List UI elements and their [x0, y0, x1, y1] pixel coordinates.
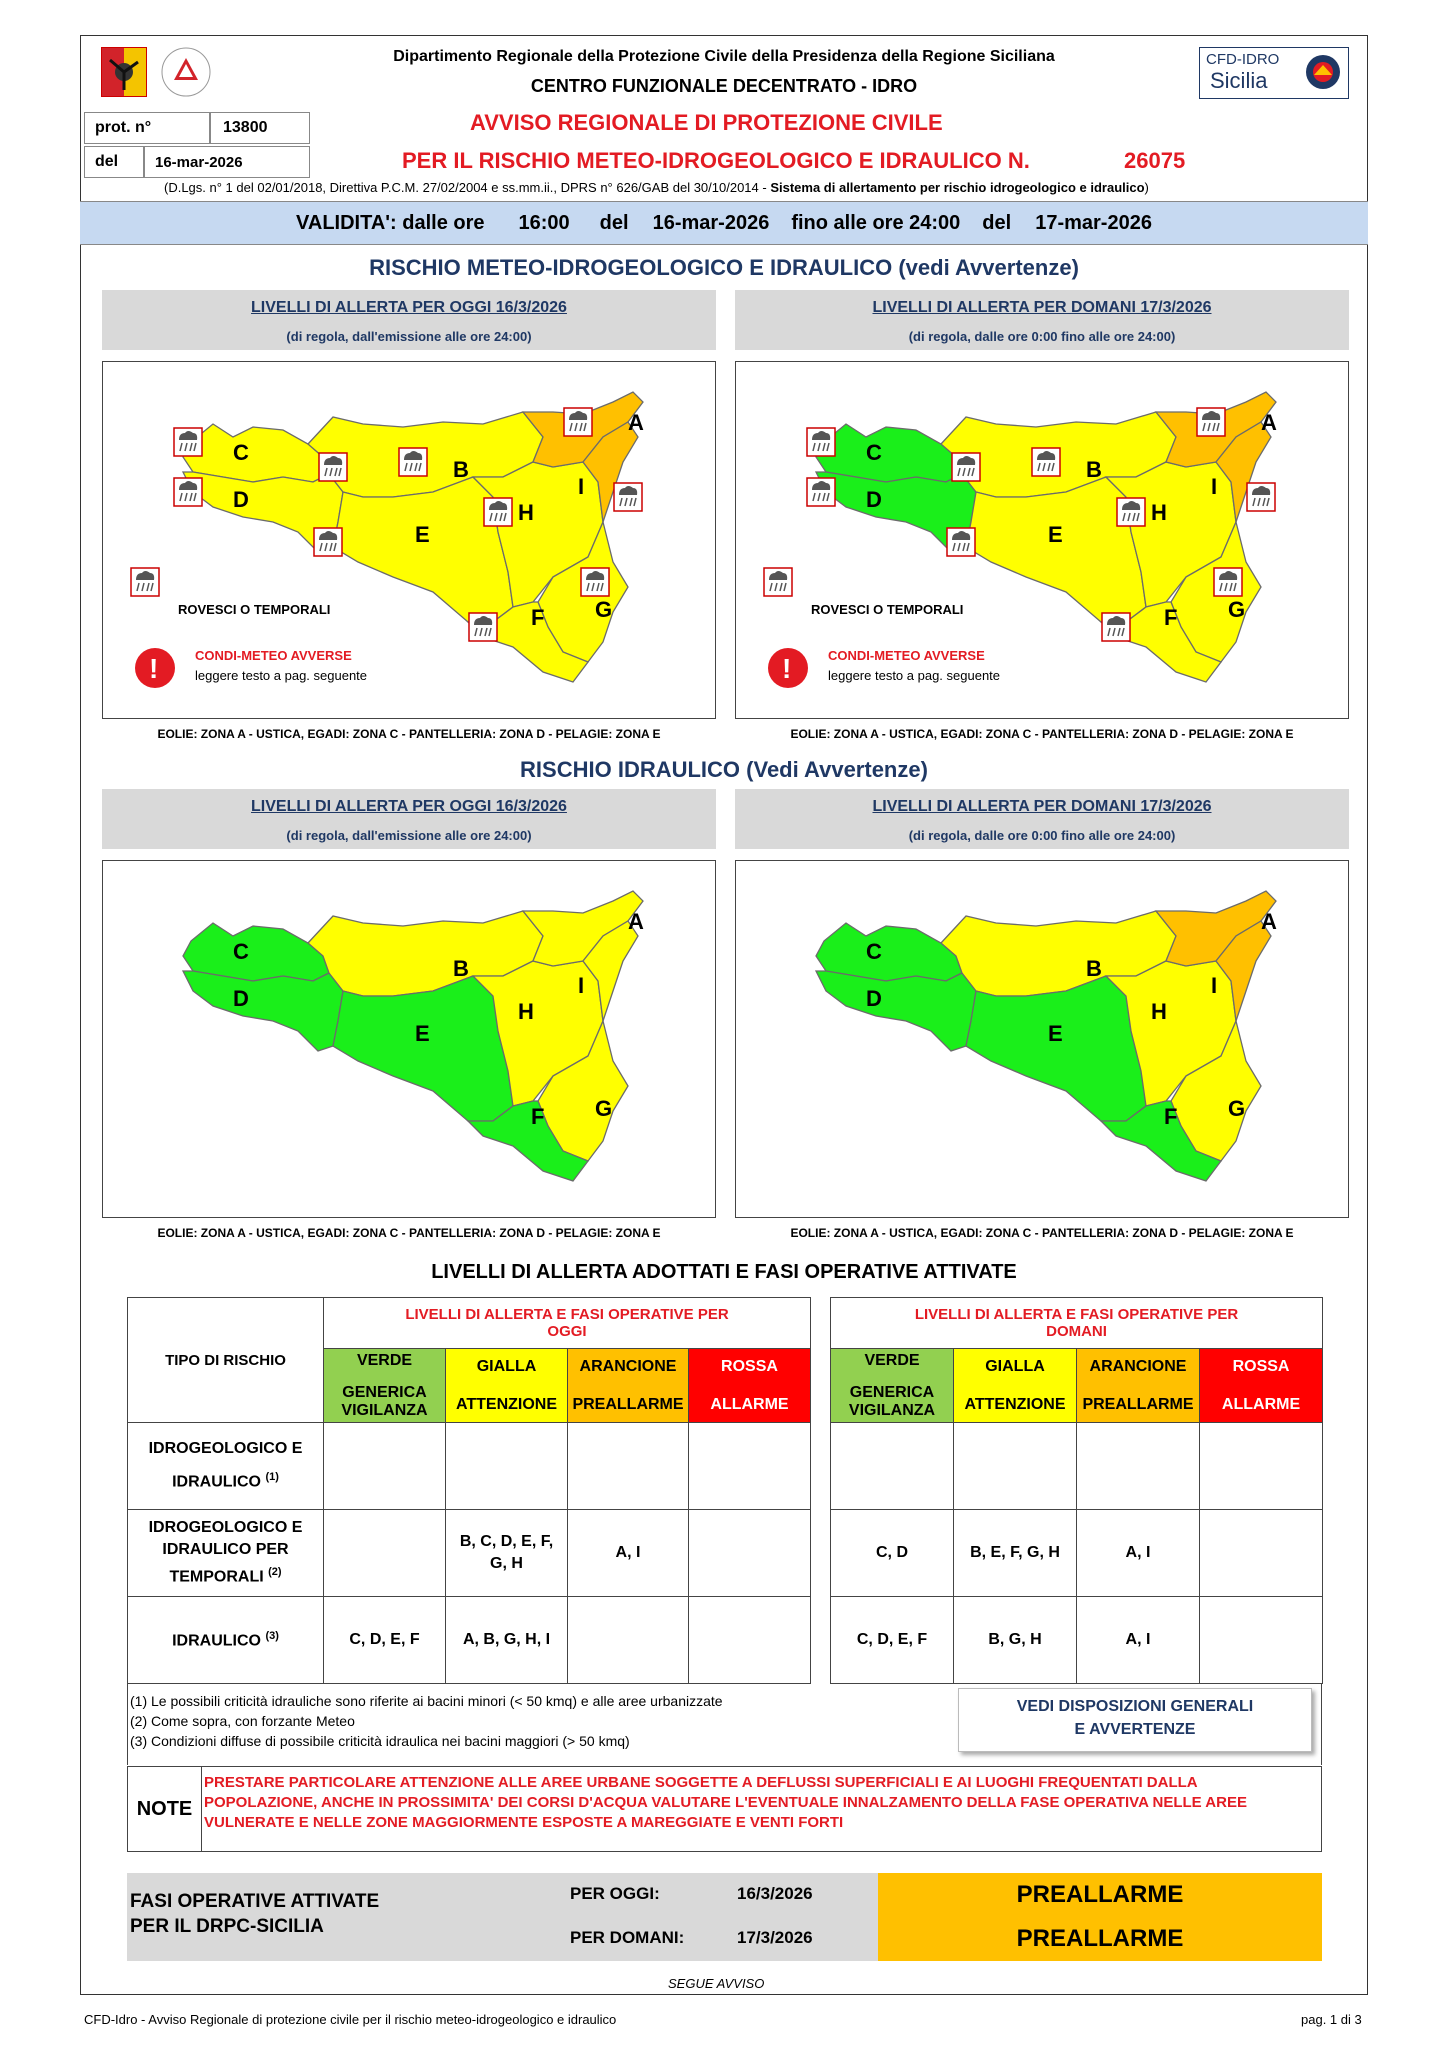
level-phase: GENERICA VIGILANZA [848, 1383, 936, 1419]
cell: A, B, G, H, I [446, 1597, 568, 1684]
cell: B, C, D, E, F, G, H [446, 1510, 568, 1597]
hydro-today-header [102, 789, 716, 849]
storm-icon [131, 568, 159, 596]
validity-to-date: 17-mar-2026 [1035, 211, 1152, 234]
legend-warn-title: CONDI-METEO AVVERSE [828, 648, 985, 663]
storm-icon [1102, 613, 1130, 641]
note-box [127, 1766, 1322, 1852]
zone-label-b: B [453, 457, 469, 482]
level-verde-today [324, 1349, 446, 1423]
storm-icon [564, 408, 592, 436]
zone-label-c: C [233, 440, 249, 465]
hydro-tomorrow-title: LIVELLI DI ALLERTA PER DOMANI 17/3/2026 [872, 798, 1212, 815]
cell [446, 1423, 568, 1510]
zone-label-g: G [595, 597, 613, 622]
storm-icon [764, 568, 792, 596]
footer-right: pag. 1 di 3 [1301, 2012, 1362, 2027]
zone-label-f: F [1164, 605, 1178, 630]
map-legend [768, 602, 1000, 688]
zone-label-a: A [1261, 909, 1277, 934]
zone-label-b: B [1086, 956, 1102, 981]
cell: C, D, E, F [324, 1597, 446, 1684]
storm-icon [952, 453, 980, 481]
center-name: CENTRO FUNZIONALE DECENTRATO - IDRO [530, 76, 918, 96]
validity-from-date: 16-mar-2026 [652, 211, 770, 234]
level-arancione-tomorrow [1077, 1349, 1200, 1423]
level-phase: ATTENZIONE [455, 1395, 558, 1413]
map-hydro-tomorrow [735, 860, 1349, 1218]
row-label-temporali: IDROGEOLOGICO E IDRAULICO PER TEMPORALI $^{(2)}$ [128, 1510, 324, 1597]
footnote-1: (1) Le possibili criticità idrauliche sono riferite ai bacini minori (< 50 kmq) e alle aree urbanizzate [130, 1693, 723, 1709]
legend-warn-sub: leggere testo a pag. seguente [828, 668, 1001, 683]
cell: A, I [1077, 1510, 1200, 1597]
cell: B, E, F, G, H [954, 1510, 1077, 1597]
fasi-today-label: PER OGGI: [570, 1884, 660, 1903]
zone-label-d: D [233, 986, 249, 1011]
legal-close: ) [1144, 180, 1149, 195]
validity-label: VALIDITA': dalle ore [296, 211, 485, 234]
fasi-tomorrow-date: 17/3/2026 [737, 1928, 813, 1947]
zone-label-e: E [415, 522, 430, 547]
zone-d-area [183, 971, 343, 1051]
legend-warn-title: CONDI-METEO AVVERSE [195, 648, 352, 663]
zone-label-b: B [1086, 457, 1102, 482]
level-name: ROSSA [1232, 1357, 1290, 1375]
zone-label-g: G [595, 1096, 613, 1121]
storm-icon [469, 613, 497, 641]
zone-e-area [966, 976, 1146, 1121]
zone-label-e: E [1048, 522, 1063, 547]
level-rossa-tomorrow [1200, 1349, 1323, 1423]
zone-label-a: A [628, 410, 644, 435]
storm-icon [1032, 448, 1060, 476]
cell: C, D [831, 1510, 954, 1597]
hydro-today-title: LIVELLI DI ALLERTA PER OGGI 16/3/2026 [251, 798, 567, 815]
zone-label-e: E [415, 1021, 430, 1046]
cell [1200, 1423, 1323, 1510]
storm-icon [614, 483, 642, 511]
warning-mark: ! [149, 653, 159, 684]
zone-label-f: F [531, 1104, 545, 1129]
zone-label-a: A [1261, 410, 1277, 435]
del-label: del [84, 146, 144, 178]
cell [324, 1423, 446, 1510]
storm-icon [174, 428, 202, 456]
zones-note-hydro-tomorrow: EOLIE: ZONA A - USTICA, EGADI: ZONA C - PANTELLERIA: ZONA D - PELAGIE: ZONA E [790, 1226, 1294, 1240]
see-dispositions-button[interactable] [958, 1688, 1312, 1752]
map-legend [135, 602, 367, 688]
level-verde-tomorrow [831, 1349, 954, 1423]
level-phase: PREALLARME [1082, 1395, 1194, 1413]
level-phase: PREALLARME [572, 1395, 684, 1413]
department-name: Dipartimento Regionale della Protezione Civile della Presidenza della Regione Siciliana [393, 48, 1055, 65]
zone-c-area [183, 424, 329, 482]
validity-del1: del [599, 211, 629, 234]
zone-label-h: H [518, 500, 534, 525]
level-name: ARANCIONE [1089, 1357, 1187, 1375]
footer-left: CFD-Idro - Avviso Regionale di protezione civile per il rischio meteo-idrogeologico e idraulico [84, 2012, 617, 2027]
tipo-header: TIPO DI RISCHIO [128, 1298, 324, 1423]
fasi-today-phase: PREALLARME [1016, 1881, 1184, 1908]
cfd-idro-logo [1199, 47, 1349, 99]
footnote-2: (2) Come sopra, con forzante Meteo [130, 1713, 355, 1729]
legend-warn-sub: leggere testo a pag. seguente [195, 668, 368, 683]
fasi-operative-bar [127, 1873, 1322, 1961]
meteo-tomorrow-header [735, 290, 1349, 350]
storm-icon [484, 498, 512, 526]
level-phase: GENERICA VIGILANZA [341, 1383, 428, 1419]
meteo-today-title: LIVELLI DI ALLERTA PER OGGI 16/3/2026 [251, 299, 567, 316]
zone-label-h: H [518, 999, 534, 1024]
legal-bold: Sistema di allertamento per rischio idrogeologico e idraulico [770, 180, 1145, 195]
hydro-tomorrow-header [735, 789, 1349, 849]
storm-icon [319, 453, 347, 481]
fasi-label1: FASI OPERATIVE ATTIVATE [130, 1891, 380, 1912]
meteo-tomorrow-title: LIVELLI DI ALLERTA PER DOMANI 17/3/2026 [872, 299, 1212, 316]
storm-icon [581, 568, 609, 596]
zone-label-d: D [866, 986, 882, 1011]
fasi-phase-box [878, 1873, 1322, 1961]
meteo-tomorrow-sub: (di regola, dalle ore 0:00 fino alle ore 24:00) [908, 329, 1176, 344]
zone-label-d: D [866, 487, 882, 512]
zone-label-g: G [1228, 597, 1246, 622]
fasi-label2: PER IL DRPC-SICILIA [130, 1916, 324, 1937]
cell [831, 1423, 954, 1510]
map-hydro-today [102, 860, 716, 1218]
storm-icon [807, 428, 835, 456]
validity-until: fino alle ore 24:00 [791, 211, 961, 234]
zones-note-meteo-tomorrow: EOLIE: ZONA A - USTICA, EGADI: ZONA C - PANTELLERIA: ZONA D - PELAGIE: ZONA E [790, 727, 1294, 741]
section2-title: RISCHIO IDRAULICO (Vedi Avvertenze) [520, 757, 928, 782]
level-gialla-tomorrow [954, 1349, 1077, 1423]
cell [324, 1510, 446, 1597]
legal-plain: (D.Lgs. n° 1 del 02/01/2018, Direttiva P.C.M. 27/02/2004 e ss.mm.ii., DPRS n° 626/GAB del 30/10/2014 - [164, 180, 771, 195]
zone-label-h: H [1151, 999, 1167, 1024]
zone-c-area [183, 923, 329, 981]
zones-note-hydro-today: EOLIE: ZONA A - USTICA, EGADI: ZONA C - PANTELLERIA: ZONA D - PELAGIE: ZONA E [157, 1226, 661, 1240]
hydro-today-sub: (di regola, dall'emissione alle ore 24:00) [286, 828, 532, 843]
cell [568, 1423, 689, 1510]
zone-c-area [816, 923, 962, 981]
cell [568, 1597, 689, 1684]
storm-icon [174, 478, 202, 506]
see-button-line2: E AVVERTENZE [1074, 1721, 1196, 1738]
note-text: PRESTARE PARTICOLARE ATTENZIONE ALLE AREE URBANE SOGGETTE A DEFLUSSI SUPERFICIALI E AI LUOGHI FREQUENTATI DALLA POPOLAZIONE, ANCHE IN PROSSIMITA' DEI CORSI D'ACQUA VALUTARE L'EVENTUALE INNALZAMENTO DELLA FASE OPERATIVA NELLE AREE VULNERATE E NELLE ZONE MAGGIORMENTE ESPOSTE A MAREGGIATE E VENTI FORTI [204, 1774, 1247, 1831]
zone-d-area [816, 971, 976, 1051]
map-meteo-tomorrow [735, 361, 1349, 719]
prot-label: prot. n° [84, 112, 210, 144]
today-levels-header: LIVELLI DI ALLERTA E FASI OPERATIVE PER OGGI [324, 1298, 811, 1349]
cell: A, I [1077, 1597, 1200, 1684]
notice-title2: PER IL RISCHIO METEO-IDROGEOLOGICO E IDRAULICO N. [402, 148, 1030, 173]
level-name: VERDE [864, 1351, 920, 1369]
segue-avviso: SEGUE AVVISO [668, 1976, 765, 1991]
level-gialla-today [446, 1349, 568, 1423]
zone-label-c: C [233, 939, 249, 964]
level-phase: ALLARME [1221, 1395, 1301, 1413]
fasi-tomorrow-label: PER DOMANI: [570, 1928, 685, 1947]
cell [1200, 1597, 1323, 1684]
zone-label-e: E [1048, 1021, 1063, 1046]
footnote-3: (3) Condizioni diffuse di possibile criticità idraulica nei bacini maggiori (> 50 kmq) [130, 1733, 630, 1749]
cell [689, 1423, 811, 1510]
levels-table-tomorrow [830, 1297, 1323, 1684]
cell: A, I [568, 1510, 689, 1597]
level-name: GIALLA [985, 1357, 1045, 1375]
cfd-logo-line1: CFD-IDRO [1206, 51, 1280, 68]
cfd-logo-line2: Sicilia [1210, 68, 1268, 93]
notice-title1: AVVISO REGIONALE DI PROTEZIONE CIVILE [470, 110, 943, 135]
del-value: 16-mar-2026 [144, 146, 310, 178]
cell: B, G, H [954, 1597, 1077, 1684]
row-label-idrogeo: IDROGEOLOGICO E IDRAULICO $^{(1)}$ [128, 1423, 324, 1510]
storm-icon [1214, 568, 1242, 596]
level-name: VERDE [356, 1351, 413, 1369]
storm-icon [1197, 408, 1225, 436]
meteo-today-sub: (di regola, dall'emissione alle ore 24:00) [286, 329, 532, 344]
storm-icon [314, 528, 342, 556]
map-meteo-today [102, 361, 716, 719]
zone-label-c: C [866, 440, 882, 465]
warning-mark: ! [782, 653, 792, 684]
fasi-today-date: 16/3/2026 [737, 1884, 813, 1903]
storm-icon [1247, 483, 1275, 511]
level-rossa-today [689, 1349, 811, 1423]
zone-label-i: I [578, 973, 585, 998]
section1-title: RISCHIO METEO-IDROGEOLOGICO E IDRAULICO (vedi Avvertenze) [369, 255, 1079, 280]
zone-label-d: D [233, 487, 249, 512]
level-arancione-today [568, 1349, 689, 1423]
zone-label-h: H [1151, 500, 1167, 525]
level-name: ROSSA [721, 1357, 778, 1375]
storm-icon [947, 528, 975, 556]
zone-label-i: I [578, 474, 585, 499]
cell [689, 1597, 811, 1684]
notice-number: 26075 [1124, 148, 1186, 173]
zone-label-g: G [1228, 1096, 1246, 1121]
zone-label-i: I [1211, 973, 1218, 998]
level-name: GIALLA [476, 1357, 537, 1375]
validity-bar [80, 201, 1368, 245]
hydro-tomorrow-sub: (di regola, dalle ore 0:00 fino alle ore 24:00) [908, 828, 1176, 843]
legal-reference [164, 180, 1149, 195]
row-label-idraulico: IDRAULICO $^{(3)}$ [128, 1597, 324, 1684]
storm-icon [399, 448, 427, 476]
zone-label-b: B [453, 956, 469, 981]
prot-value: 13800 [210, 112, 310, 144]
cell [954, 1423, 1077, 1510]
see-button-line1: VEDI DISPOSIZIONI GENERALI [1016, 1698, 1254, 1715]
zone-label-c: C [866, 939, 882, 964]
fasi-tomorrow-phase: PREALLARME [1016, 1925, 1184, 1952]
level-phase: ALLARME [710, 1395, 789, 1413]
cell [1200, 1510, 1323, 1597]
validity-from-time: 16:00 [518, 211, 570, 234]
meteo-today-header [102, 290, 716, 350]
note-label: NOTE [128, 1767, 202, 1851]
legend-storm-label: ROVESCI O TEMPORALI [811, 602, 964, 617]
zones-note-meteo-today: EOLIE: ZONA A - USTICA, EGADI: ZONA C - PANTELLERIA: ZONA D - PELAGIE: ZONA E [157, 727, 661, 741]
levels-table-title: LIVELLI DI ALLERTA ADOTTATI E FASI OPERATIVE ATTIVATE [431, 1261, 1017, 1283]
level-phase: ATTENZIONE [964, 1395, 1066, 1413]
tomorrow-levels-header: LIVELLI DI ALLERTA E FASI OPERATIVE PER DOMANI [831, 1298, 1323, 1349]
level-name: ARANCIONE [579, 1357, 677, 1375]
zone-c-area [816, 424, 962, 482]
legend-storm-label: ROVESCI O TEMPORALI [178, 602, 331, 617]
storm-icon [1117, 498, 1145, 526]
zone-label-i: I [1211, 474, 1218, 499]
zone-label-f: F [531, 605, 545, 630]
cell [689, 1510, 811, 1597]
zone-label-f: F [1164, 1104, 1178, 1129]
storm-icon [807, 478, 835, 506]
levels-table-today [127, 1297, 811, 1684]
zone-label-a: A [628, 909, 644, 934]
cell [1077, 1423, 1200, 1510]
cell: C, D, E, F [831, 1597, 954, 1684]
validity-del2: del [982, 211, 1012, 234]
zone-e-area [333, 976, 513, 1121]
